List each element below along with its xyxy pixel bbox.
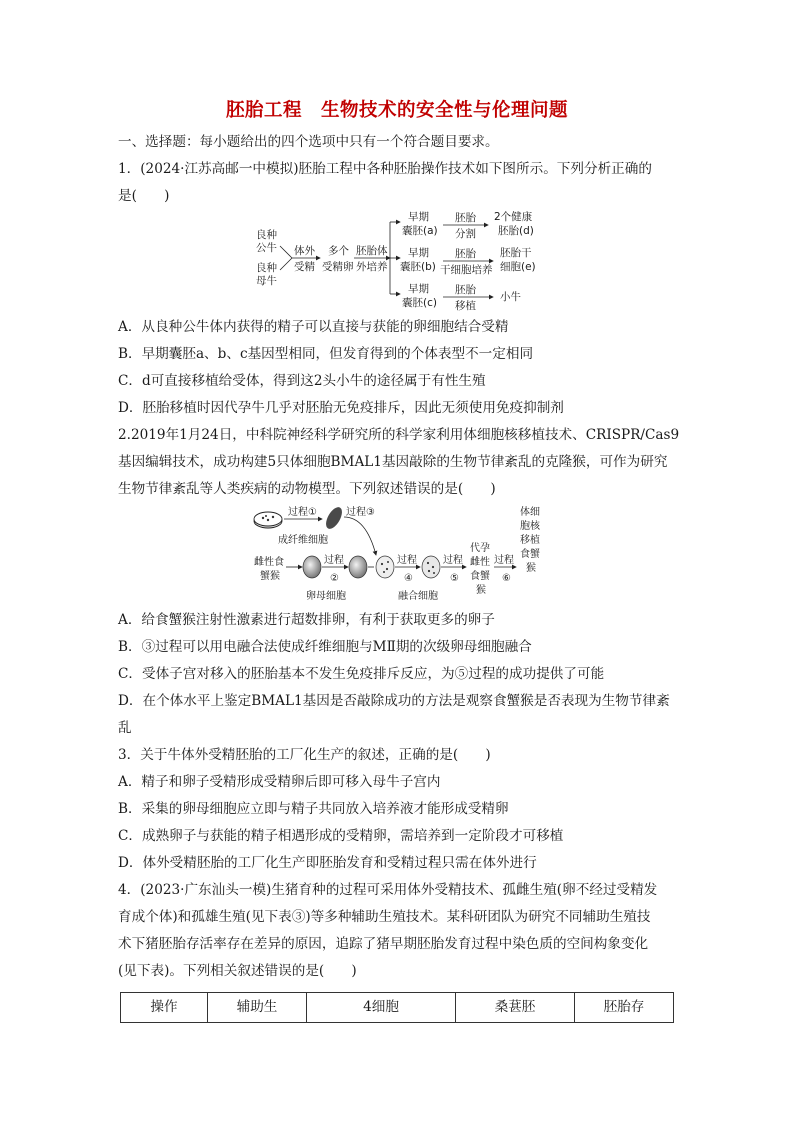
q4-table (120, 992, 674, 1023)
blastocyst-b-1: 早期 (408, 247, 429, 259)
oocyte2-icon (349, 556, 367, 578)
table-header-cell: 桑葚胚 (456, 993, 575, 1023)
table-header-cell: 操作 (121, 993, 208, 1023)
fused-cell-icon (376, 556, 394, 578)
embryo-icon (422, 556, 440, 578)
cloned-3: 移植 (520, 535, 540, 546)
q1-option-a: A．从良种公牛体内获得的精子可以直接与获能的卵细胞结合受精 (118, 319, 509, 335)
q1-option-b: B．早期囊胚a、b、c基因型相同，但发育得到的个体表型不一定相同 (118, 346, 534, 362)
q1-stem-line2: 是( ) (118, 188, 170, 204)
q2-option-c: C．受体子宫对移入的胚胎基本不发生免疫排斥反应，为⑤过程的成功提供了可能 (118, 666, 605, 682)
section-heading: 一、选择题：每小题给出的四个选项中只有一个符合题目要求。 (118, 134, 499, 150)
stemcell-label-top: 胚胎 (455, 248, 476, 260)
q1-option-d: D．胚胎移植时因代孕牛几乎对胚胎无免疫排斥，因此无须使用免疫抑制剂 (118, 400, 564, 416)
surrogate-4: 猴 (476, 585, 486, 596)
q3-stem: 3．关于牛体外受精胚胎的工厂化生产的叙述，正确的是( ) (118, 747, 491, 763)
q2-stem-line1: 2.2019年1月24日，中科院神经科学研究所的科学家利用体细胞核移植技术、CRISPR/Cas9 (118, 427, 680, 443)
petri-dish-icon (254, 512, 282, 528)
split-label-bottom: 分割 (455, 228, 476, 240)
q2-option-d-cont: 乱 (118, 720, 132, 736)
result-d-1: 2个健康 (494, 211, 533, 223)
blastocyst-c-2: 囊胚(c) (402, 297, 437, 309)
surrogate-3: 食蟹 (470, 571, 490, 582)
q2-option-a: A．给食蟹猴注射性激素进行超数排卵，有利于获取更多的卵子 (118, 612, 495, 628)
table-header-cell: 辅助生 (208, 993, 307, 1023)
cloned-4: 食蟹 (520, 549, 540, 560)
page-title: 胚胎工程 生物技术的安全性与伦理问题 (225, 100, 568, 121)
stemcell-label-bottom: 干细胞培养 (440, 264, 493, 276)
result-e-1: 胚胎干 (500, 247, 532, 259)
process6-label-top: 过程 (494, 555, 514, 566)
process5-label-top: 过程 (443, 555, 463, 566)
cloned-5: 猴 (526, 563, 536, 574)
surrogate-2: 雌性 (470, 557, 490, 568)
q1-stem-line1: 1．(2024·江苏高邮一中模拟)胚胎工程中各种胚胎操作技术如下图所示。下列分析正确的 (118, 161, 652, 177)
process4-label-top: 过程 (397, 555, 417, 566)
q1-embryo-diagram (250, 208, 560, 312)
blastocyst-c-1: 早期 (408, 283, 429, 295)
fused-cell-label: 融合细胞 (398, 591, 438, 602)
table-header-cell: 4细胞 (307, 993, 456, 1023)
blastocyst-a-1: 早期 (408, 211, 429, 223)
q2-stem-line2: 基因编辑技术，成功构建5只体细胞BMAL1基因敲除的生物节律紊乱的克隆猴，可作为研究 (118, 454, 668, 470)
process1-label: 过程① (288, 507, 317, 518)
eggs-label-1: 多个 (328, 245, 349, 257)
q2-option-b: B．③过程可以用电融合法使成纤维细胞与MⅡ期的次级卵母细胞融合 (118, 639, 532, 655)
split-label-top: 胚胎 (455, 212, 476, 224)
process2-label-top: 过程 (324, 555, 344, 566)
cow-label-1: 良种 (256, 262, 277, 274)
cloned-1: 体细 (520, 507, 540, 518)
oocyte-label: 卵母细胞 (306, 591, 346, 602)
q3-option-b: B．采集的卵母细胞应立即与精子共同放入培养液才能形成受精卵 (118, 801, 509, 817)
q2-cloning-diagram (248, 503, 558, 607)
blastocyst-b-2: 囊胚(b) (400, 261, 436, 273)
result-e-2: 细胞(e) (500, 261, 536, 273)
q2-stem-line3: 生物节律紊乱等人类疾病的动物模型。下列叙述错误的是( ) (118, 481, 496, 497)
process5-label-bottom: ⑤ (450, 573, 459, 584)
ivf-label-top: 体外 (294, 245, 315, 257)
q3-option-d: D．体外受精胚胎的工厂化生产即胚胎发育和受精过程只需在体外进行 (118, 855, 537, 871)
oocyte-icon (303, 556, 321, 578)
female-monkey-2: 蟹猴 (260, 571, 280, 582)
q4-stem-line1: 4．(2023·广东汕头一模)生猪育种的过程可采用体外受精技术、孤雌生殖(卵不经过受精发 (118, 882, 658, 898)
table-header-cell: 胚胎存 (575, 993, 674, 1023)
process6-label-bottom: ⑥ (502, 573, 511, 584)
table-header-row (121, 993, 674, 1023)
q4-stem-line3: 术下猪胚胎存活率存在差异的原因，追踪了猪早期胚胎发育过程中染色质的空间构象变化 (118, 936, 649, 952)
q4-stem-line4: (见下表)。下列相关叙述错误的是( ) (118, 963, 357, 979)
bull-label-1: 良种 (256, 229, 277, 241)
female-monkey-1: 雌性食 (254, 557, 284, 568)
q3-option-c: C．成熟卵子与获能的精子相遇形成的受精卵，需培养到一定阶段才可移植 (118, 828, 564, 844)
bull-label-2: 公牛 (256, 242, 277, 254)
blastocyst-a-2: 囊胚(a) (402, 225, 438, 237)
process3-label: 过程③ (346, 507, 375, 518)
q1-option-c: C．d可直接移植给受体，得到这2头小牛的途径属于有性生殖 (118, 373, 486, 389)
process2-label-bottom: ② (330, 573, 339, 584)
transfer-label-top: 胚胎 (455, 284, 476, 296)
transfer-label-bottom: 移植 (455, 300, 476, 312)
culture-label-bottom: 外培养 (356, 261, 388, 273)
process4-label-bottom: ④ (404, 573, 413, 584)
result-calf: 小牛 (500, 291, 521, 303)
q2-option-d: D．在个体水平上鉴定BMAL1基因是否敲除成功的方法是观察食蟹猴是否表现为生物节律紊 (118, 693, 670, 709)
fibroblast-icon (323, 505, 345, 532)
surrogate-1: 代孕 (470, 543, 490, 554)
eggs-label-2: 受精卵 (322, 261, 354, 273)
cloned-2: 胞核 (520, 521, 540, 532)
result-d-2: 胚胎(d) (498, 225, 534, 237)
q3-option-a: A．精子和卵子受精形成受精卵后即可移入母牛子宫内 (118, 774, 441, 790)
fibroblast-label: 成纤维细胞 (278, 535, 328, 546)
culture-label-top: 胚胎体 (356, 245, 388, 257)
q4-stem-line2: 育成个体)和孤雄生殖(见下表③)等多种辅助生殖技术。某科研团队为研究不同辅助生殖技 (118, 909, 651, 925)
cow-label-2: 母牛 (256, 275, 277, 287)
ivf-label-bottom: 受精 (294, 261, 315, 273)
